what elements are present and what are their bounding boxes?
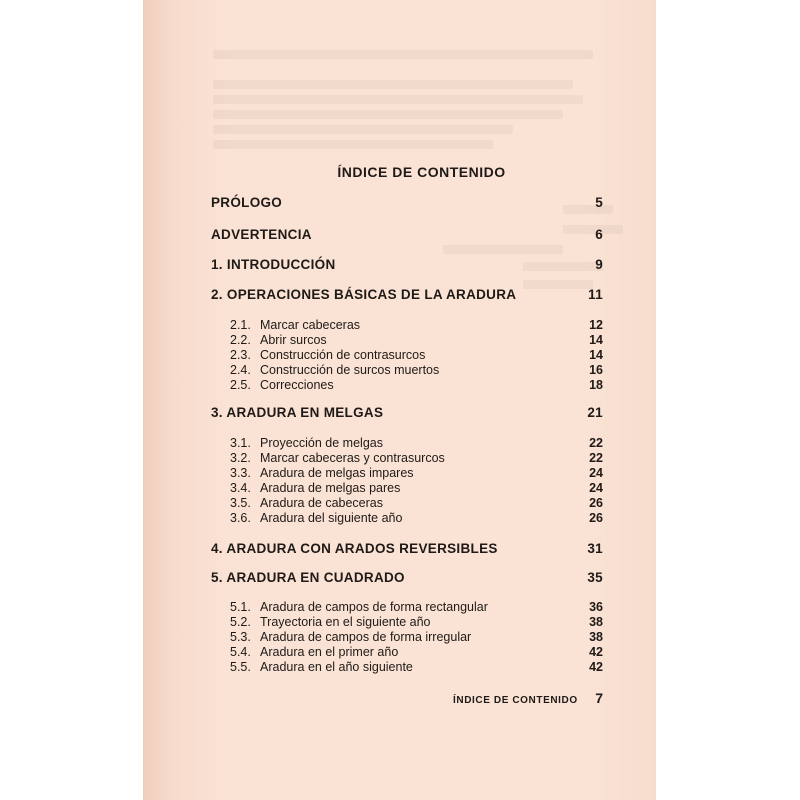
toc-entry-label: 3. ARADURA EN MELGAS <box>211 405 384 420</box>
toc-subentry <box>230 363 603 377</box>
toc-subentry-page: 18 <box>589 378 603 392</box>
toc-subentry-page: 38 <box>589 630 603 644</box>
toc-subentry <box>230 481 603 495</box>
toc-subentry-page: 38 <box>589 615 603 629</box>
toc-subentry <box>230 615 603 629</box>
toc-subentry-number: 5.5. <box>230 660 251 674</box>
toc-entry-page: 31 <box>587 541 603 556</box>
toc-subentry-number: 5.2. <box>230 615 251 629</box>
toc-subentry <box>230 466 603 480</box>
toc-subentry-label: Aradura de campos de forma rectangular <box>260 600 488 614</box>
toc-entry-page: 11 <box>588 287 603 302</box>
toc-subentry <box>230 333 603 347</box>
toc-subentry-label: Aradura del siguiente año <box>260 511 403 525</box>
toc-subentry <box>230 645 603 659</box>
toc-subentry-number: 3.4. <box>230 481 251 495</box>
toc-entry-chapter-5 <box>211 570 603 585</box>
toc-subentry-label: Aradura en el año siguiente <box>260 660 413 674</box>
toc-subentry-number: 2.2. <box>230 333 251 347</box>
toc-subentry-page: 14 <box>589 348 603 362</box>
toc-subentry-number: 5.1. <box>230 600 251 614</box>
toc-entry-chapter-3 <box>211 405 603 420</box>
toc-title: ÍNDICE DE CONTENIDO <box>337 164 506 180</box>
toc-entry-page: 35 <box>587 570 603 585</box>
toc-subentry-page: 42 <box>589 645 603 659</box>
toc-subentry-label: Proyección de melgas <box>260 436 383 450</box>
toc-entry-label: ADVERTENCIA <box>211 227 312 242</box>
toc-subentry <box>230 378 603 392</box>
toc-subentry-label: Aradura de cabeceras <box>260 496 383 510</box>
running-footer-label: ÍNDICE DE CONTENIDO <box>453 695 578 706</box>
toc-subentry-label: Aradura de melgas impares <box>260 466 414 480</box>
toc-entry-label: 1. INTRODUCCIÓN <box>211 257 336 272</box>
toc-subentry <box>230 436 603 450</box>
toc-subentry-label: Construcción de surcos muertos <box>260 363 440 377</box>
toc-entry-label: PRÓLOGO <box>211 195 283 210</box>
toc-subentry <box>230 660 603 674</box>
toc-subentry-number: 2.5. <box>230 378 251 392</box>
toc-subentry <box>230 600 603 614</box>
toc-entry-page: 21 <box>587 405 603 420</box>
toc-subentry-page: 24 <box>589 466 603 480</box>
toc-subentry <box>230 451 603 465</box>
toc-subentry-page: 26 <box>589 496 603 510</box>
toc-subentry-page: 14 <box>589 333 603 347</box>
toc-entry-advertencia <box>211 227 603 242</box>
toc-subentry-number: 3.5. <box>230 496 251 510</box>
toc-subentry-page: 36 <box>589 600 603 614</box>
toc-subentry-label: Marcar cabeceras <box>260 318 361 332</box>
toc-entry-page: 5 <box>595 195 603 210</box>
toc-subentry-number: 3.3. <box>230 466 251 480</box>
toc-entry-page: 9 <box>595 257 603 272</box>
toc-subentry <box>230 511 603 525</box>
toc-subentry-number: 3.1. <box>230 436 251 450</box>
toc-subentry-page: 26 <box>589 511 603 525</box>
page-footer <box>453 690 603 706</box>
toc-subentry-label: Correcciones <box>260 378 334 392</box>
toc-subentry-page: 16 <box>589 363 603 377</box>
toc-subentry-label: Aradura de campos de forma irregular <box>260 630 472 644</box>
toc-subentry <box>230 496 603 510</box>
page-number: 7 <box>595 690 603 706</box>
toc-subentry-label: Abrir surcos <box>260 333 327 347</box>
toc-subentry-number: 3.2. <box>230 451 251 465</box>
toc-subentry-number: 2.4. <box>230 363 251 377</box>
toc-subentry-page: 22 <box>589 436 603 450</box>
toc-entry-page: 6 <box>595 227 603 242</box>
toc-subentry-number: 2.3. <box>230 348 251 362</box>
toc-subentry-page: 12 <box>589 318 603 332</box>
toc-subentry-label: Marcar cabeceras y contrasurcos <box>260 451 445 465</box>
toc-subentry-number: 3.6. <box>230 511 251 525</box>
toc-entry-chapter-1 <box>211 257 603 272</box>
toc-subentry-number: 5.3. <box>230 630 251 644</box>
show-through-text <box>143 0 656 800</box>
toc-entry-label: 5. ARADURA EN CUADRADO <box>211 570 405 585</box>
toc-entry-label: 2. OPERACIONES BÁSICAS DE LA ARADURA <box>211 287 517 302</box>
toc-subentry-label: Construcción de contrasurcos <box>260 348 426 362</box>
book-page <box>143 0 656 800</box>
toc-subentry-label: Aradura de melgas pares <box>260 481 401 495</box>
toc-entry-chapter-2 <box>211 287 603 302</box>
toc-subentry-page: 24 <box>589 481 603 495</box>
toc-entry-label: 4. ARADURA CON ARADOS REVERSIBLES <box>211 541 498 556</box>
toc-subentry-page: 42 <box>589 660 603 674</box>
toc-subentry-page: 22 <box>589 451 603 465</box>
toc-subentry-number: 2.1. <box>230 318 251 332</box>
toc-subentry <box>230 630 603 644</box>
toc-subentry <box>230 318 603 332</box>
toc-entry-prologo <box>211 195 603 210</box>
toc-subentry-label: Trayectoria en el siguiente año <box>260 615 431 629</box>
toc-subentry-label: Aradura en el primer año <box>260 645 399 659</box>
toc-subentry-number: 5.4. <box>230 645 251 659</box>
toc-entry-chapter-4 <box>211 541 603 556</box>
toc-subentry <box>230 348 603 362</box>
